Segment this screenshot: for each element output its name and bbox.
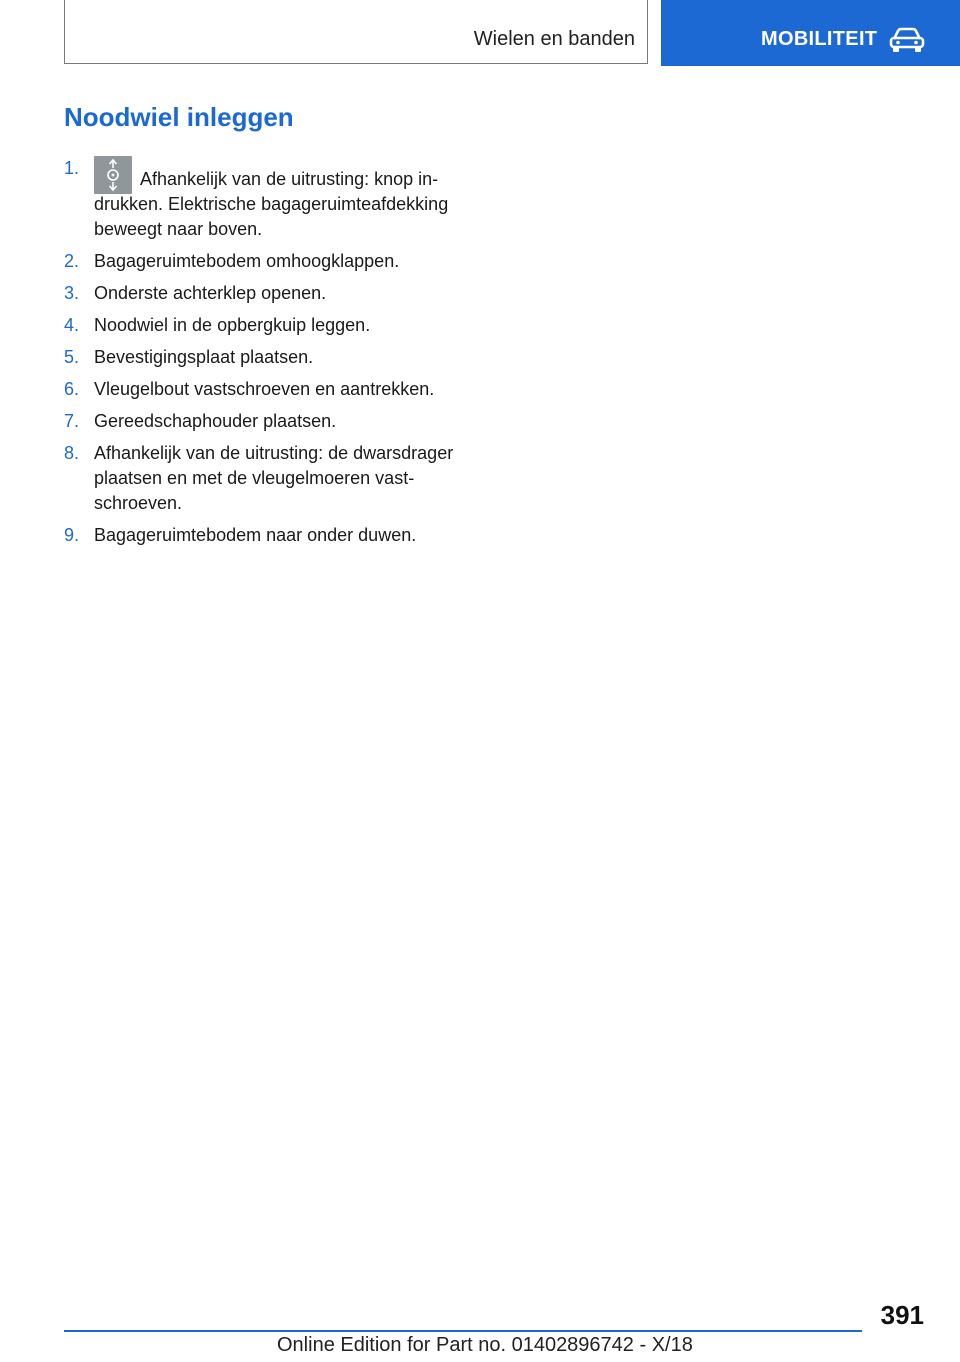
section-title: MOBILITEIT	[761, 28, 878, 50]
list-item	[64, 313, 484, 338]
page-header	[0, 0, 960, 66]
chapter-header-box	[64, 0, 648, 64]
step-text: Afhankelijk van de uitrusting: knop in-drukken. Elektrische bagageruimteafdekking beweegt naar boven.	[94, 169, 449, 239]
step-number: 1.	[64, 158, 80, 178]
footer-divider	[64, 1330, 862, 1332]
page-number: 391	[880, 1300, 924, 1330]
list-item	[64, 142, 484, 242]
trunk-floor-raise-icon	[94, 156, 132, 194]
step-number: 7.	[64, 411, 80, 431]
step-text: Vleugelbout vastschroeven en aantrekken.	[94, 379, 435, 399]
step-text: Afhankelijk van de uitrusting: de dwarsdrager plaatsen en met de vleugelmoeren vast-schroeven.	[94, 443, 454, 513]
list-item	[64, 281, 484, 306]
step-number: 5.	[64, 347, 80, 367]
list-item	[64, 249, 484, 274]
instruction-list	[64, 142, 484, 555]
step-number: 9.	[64, 525, 80, 545]
list-item	[64, 409, 484, 434]
step-text: Gereedschaphouder plaatsen.	[94, 411, 337, 431]
list-item	[64, 523, 484, 548]
step-text: Onderste achterklep openen.	[94, 283, 327, 303]
section-heading: Noodwiel inleggen	[64, 102, 294, 132]
step-text: Bagageruimtebodem omhoogklappen.	[94, 251, 400, 271]
step-text: Bagageruimtebodem naar onder duwen.	[94, 525, 417, 545]
step-number: 3.	[64, 283, 80, 303]
step-text: Noodwiel in de opbergkuip leggen.	[94, 315, 371, 335]
car-icon	[889, 26, 925, 54]
step-number: 8.	[64, 443, 80, 463]
list-item	[64, 377, 484, 402]
list-item	[64, 345, 484, 370]
list-item	[64, 441, 484, 516]
edition-note: Online Edition for Part no. 01402896742 - X/18	[277, 1334, 693, 1356]
chapter-title: Wielen en banden	[473, 28, 635, 50]
step-number: 4.	[64, 315, 80, 335]
section-tab	[661, 0, 960, 66]
step-text: Bevestigingsplaat plaatsen.	[94, 347, 314, 367]
step-number: 2.	[64, 251, 80, 271]
step-number: 6.	[64, 379, 80, 399]
